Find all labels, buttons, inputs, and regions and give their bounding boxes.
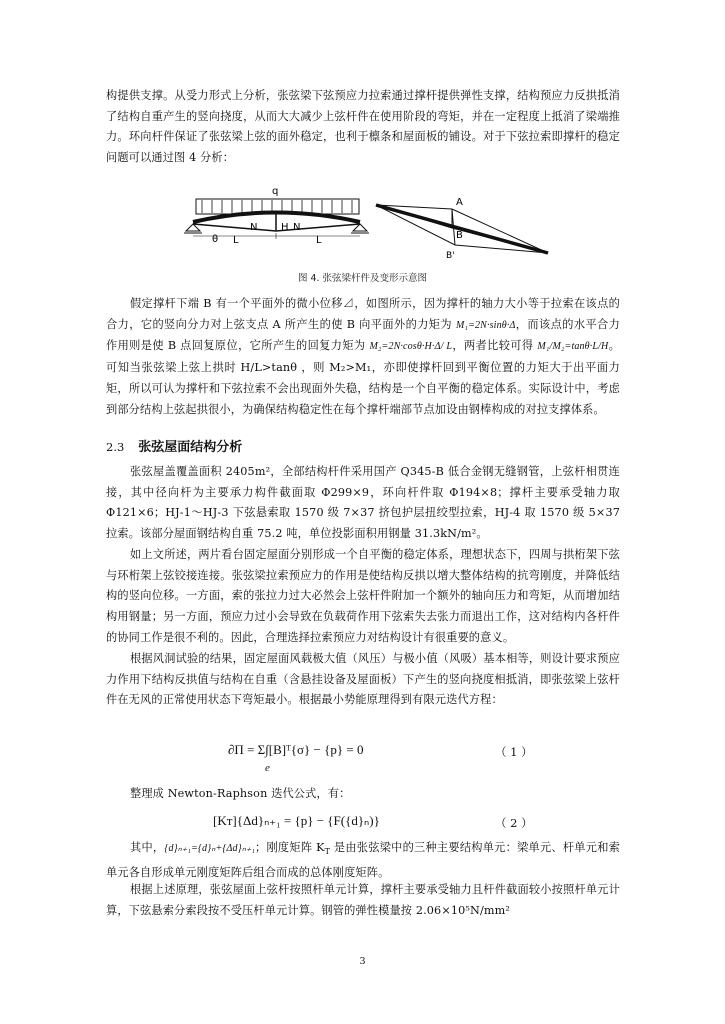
formula-m2: M₂=2N·cosθ·H·Δ/ L: [369, 341, 453, 353]
label-n-right: N: [293, 222, 301, 233]
paragraph-wind: 根据风洞试验的结果，固定屋面风载极大值（风压）与极小值（风吸）基本相等，则设计要求预应力作用下结构反拱值与结构在自重（含悬挂设备及屋面板）下产生的竖向挠度相抵消，即张弦梁上弦杆件在无风的正常使用状态下弯矩最小。根据最小势能原理得到有限元迭代方程：: [106, 652, 620, 707]
label-l-right: L: [316, 235, 322, 246]
label-theta: θ: [212, 234, 219, 245]
paragraph-newton-raphson: 整理成 Newton-Raphson 迭代公式，有：: [130, 787, 351, 800]
equation-1-subscript: e: [265, 762, 270, 774]
label-b: B: [456, 230, 463, 241]
equation-1-number: （ 1 ）: [495, 745, 533, 759]
equation-1: ∂Π = Σ∫[B]ᵀ{σ} − {p} = 0: [228, 742, 364, 757]
section-title: 张弦屋面结构分析: [138, 440, 243, 455]
formula-update: {d}ₙ₊₁={d}ₙ+{Δd}ₙ₊₁: [164, 843, 256, 854]
paragraph-stability: 假定撑杆下端 B 有一个平面外的微小位移⊿，如图所示，因为撑杆的轴力大小等于拉索在该点的合力，它的竖向分力对上弦支点 A 所产生的使 B 向平面外的力矩为 M₁=2N·sinθ·Δ，而该点的水平合力作用则是使 B 点回复原位，它所产生的回复力矩为 M₂=2N·cosθ·H·Δ/ L，两者比较可得 M₁/M₂=tanθ·L/H。可知当张弦梁上弦上拱时 H/L>tanθ ，则 M₂>M₁，亦即使撑杆回到平衡位置的力矩大于出平面力矩，所以可认为撑杆和下弦拉索不会出现面外失稳，结构是一个自平衡的稳定体系。实际设计中，考虑到部分结构上弦起拱很小，为确保结构稳定性在每个撑杆端部节点加设由钢棒构成的对拉支撑体系。: [106, 297, 621, 416]
formula-m1: M₁=2N·sinθ·Δ: [456, 319, 516, 331]
label-n-left: N: [250, 222, 258, 233]
section-heading: [106, 436, 242, 455]
label-h: H: [281, 222, 289, 233]
paragraph-intro: 构提供支撑。从受力形式上分析，张弦梁下弦预应力拉索通过撑杆提供弹性支撑，结构预应力反拱抵消了结构自重产生的竖向挠度，从而大大减少上弦杆件在使用阶段的弯矩，并在一定程度上抵消了梁端推力。环向杆件保证了张弦梁上弦的面外稳定，也利于檩条和屋面板的铺设。对于下弦拉索即撑杆的稳定问题可以通过图 4 分析：: [106, 89, 620, 165]
page-number: 3: [359, 956, 366, 967]
section-number: 2.3: [106, 440, 125, 454]
deformation-diagram: [376, 205, 548, 253]
k-subscript: T: [324, 847, 331, 857]
equation-2-number: （ 2 ）: [495, 816, 533, 830]
formula-ratio: M₁/M₂=tanθ·L/H: [537, 341, 609, 353]
label-b-prime: B': [446, 251, 455, 261]
paragraph-prestress: 如上文所述，两片看台固定屋面分别形成一个自平衡的稳定体系，理想状态下，四周与拱桁架下弦与环桁架上弦铰接连接。张弦梁拉索预应力的作用是使结构反拱以增大整体结构的抗弯刚度，并降低结构的竖向位移。一方面，索的张拉力过大必然会上弦杆件附加一个额外的轴向压力和弯矩，从而增加结构用钢量；另一方面，预应力过小会导致在负载荷作用下弦索失去张力而退出工作，这对结构内各杆件的协同工作是很不利的。因此，合理选择拉索预应力对结构设计有很重要的意义。: [106, 548, 620, 644]
figure-4: [0, 0, 725, 270]
equation-2: [Kᴛ]{Δd}ₙ₊₁ = {p} − {F({d}ₙ)}: [213, 813, 380, 828]
string-beam-diagram: [184, 199, 369, 239]
figure-caption: 图 4. 张弦梁杆件及变形示意图: [297, 273, 428, 284]
label-a: A: [456, 197, 463, 208]
paragraph-model: 根据上述原理，张弦屋面上弦杆按照杆单元计算，撑杆主要承受轴力且杆件截面较小按照杆单元计算，下弦悬索分索段按不受压杆单元计算。钢管的弹性模量按 2.06×10⁵N/mm²: [106, 883, 620, 917]
paragraph-where: 其中，{d}ₙ₊₁={d}ₙ+{Δd}ₙ₊₁；刚度矩阵 $K_T$ 是由张弦梁中的三种主要结构单元：梁单元、杆单元和索单元各自形成单元刚度矩阵后组合而成的总体刚度矩阵。: [106, 841, 620, 879]
label-q: q: [272, 186, 279, 197]
label-l-left: L: [233, 235, 239, 246]
paragraph-structure-data: 张弦屋盖覆盖面积 2405m²，全部结构杆件采用国产 Q345-B 低合金钢无缝钢管，上弦杆相贯连接，其中径向杆为主要承力构件截面取 Φ299×9，环向杆件取 Φ194×8；撑杆主要承受轴力取 Φ121×6；HJ-1～HJ-3 下弦悬索取 1570 级 7×37 挤包护层扭绞型拉索，HJ-4 取 1570 级 5×37 拉索。该部分屋面钢结构自重 75.2 吨，单位投影面积用钢量 31.3kN/m²。: [106, 465, 620, 541]
